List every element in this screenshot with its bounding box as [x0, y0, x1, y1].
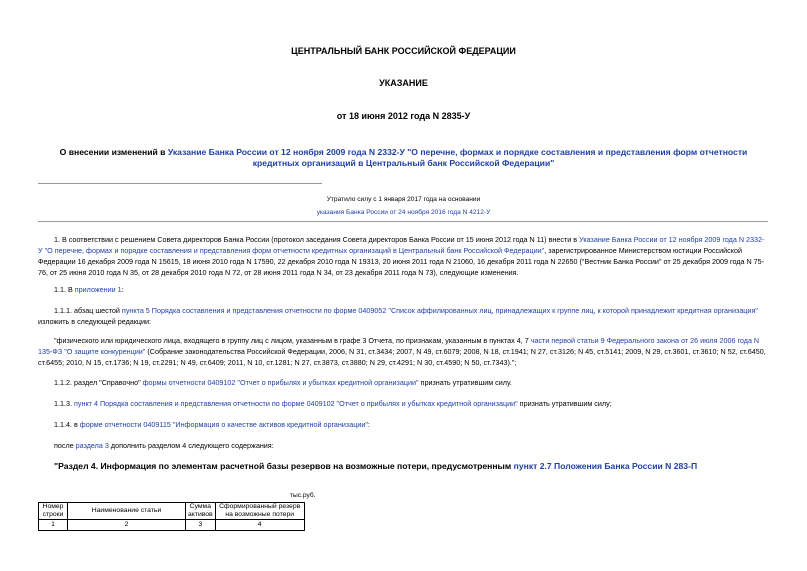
paragraph-1-1-3	[54, 398, 768, 409]
title-prefix: О внесении изменений в	[59, 147, 168, 157]
quoted-text	[38, 335, 768, 368]
link-section-3[interactable]: раздела 3	[75, 441, 109, 450]
link-law-135fz[interactable]: части первой статьи 9 Федерального закона от 26 июля 2006 года N 135-ФЗ "О защите конкуренции"	[38, 336, 760, 356]
text: 1.1.2. раздел "Справочно"	[54, 378, 143, 387]
text: 1.1.3.	[54, 399, 74, 408]
header-cell: Сумма активов	[186, 503, 216, 520]
link-appendix-1[interactable]: приложении 1	[74, 285, 122, 294]
text: (Собрание законодательства Российской Федерации, 2006, N 31, ст.3434; 2007, N 49, ст.6079; 2008, N 18, ст.1941; N 27, ст.3126; N 45, ст.5141; 2009, N 29, ст.3601, ст.3610; N 52, ст.6450, ст.6455; 2010, N 15, ст.1736; N 19, ст.2291; N 49, ст.6409; 2011, N 10, ст.1281; N 27, ст.3873, ст.3880; N 29, ст.4291; N 30, ст.4590; N 50, ст.7343).";	[38, 347, 766, 367]
header-cell: Наименование статьи	[68, 503, 186, 520]
table-row	[39, 520, 305, 531]
link-2332u[interactable]: Указание Банка России от 12 ноября 2009 года N 2332-У "О перечне, формах и порядке составления и представления форм отчетности кредитных организаций в Центральный банк Российской Федерации"	[38, 235, 765, 255]
table-header-row	[39, 503, 305, 520]
document-date: от 18 июня 2012 года N 2835-У	[336, 111, 471, 121]
text: :	[121, 285, 124, 294]
org-name: ЦЕНТРАЛЬНЫЙ БАНК РОССИЙСКОЙ ФЕДЕРАЦИИ	[291, 46, 516, 56]
paragraph-1-1-2	[54, 377, 768, 388]
text: , зарегистрированное Министерством юстиции Российской Федерации 16 декабря 2009 года N 15615, 18 июня 2010 года N 17590, 22 декабря 2010 года N 19313, 20 июня 2011 года N 21060, 16 декабря 2011 года N 22650 ("Вестник Банка России" от 25 декабря 2009 года N 75-76, от 25 июня 2010 года N 35, от 28 декабря 2010 года N 72, от 28 июня 2011 года N 34, от 23 декабря 2011 года N 73), следующие изменения.	[38, 246, 765, 277]
text: 1.1.4. в	[54, 420, 80, 429]
document-type: УКАЗАНИЕ	[379, 78, 428, 88]
text: 1.1.1. абзац шестой	[54, 306, 122, 315]
link-form-0409115[interactable]: форме отчетности 0409115 "Информация о качестве активов кредитной организации"	[79, 420, 368, 429]
paragraph-after	[54, 440, 768, 451]
status-line: Утратило силу с 1 января 2017 года на основании	[326, 196, 481, 203]
table-cell: 4	[215, 520, 304, 531]
text: "физического или юридического лица, входящего в группу лиц с лицом, указанным в графе 3 Отчета, по признакам, указанным в пунктах 4, 7	[54, 336, 531, 345]
table-unit: тыс.руб.	[290, 492, 316, 499]
text: "Раздел 4. Информация по элементам расчетной базы резервов на возможные потери, предусмотренным	[54, 461, 514, 471]
text: изложить в следующей редакции:	[38, 317, 152, 326]
section-heading	[54, 460, 784, 472]
text: 1.1. В	[54, 285, 75, 294]
link-point-4[interactable]: пункт 4 Порядка составления и представления отчетности по форме 0409102 "Отчет о прибылях и убытках кредитной организации"	[73, 399, 518, 408]
text: 1. В соответствии с решением Совета директоров Банка России (протокол заседания Совета директоров Банка России от 15 июня 2012 года N 11) внести в	[54, 235, 580, 244]
link-form-0409102[interactable]: формы отчетности 0409102 "Отчет о прибылях и убытках кредитной организации"	[142, 378, 419, 387]
title-link[interactable]: Указание Банка России от 12 ноября 2009 года N 2332-У "О перечне, формах и порядке составления и представления форм отчетности кредитных организаций в Центральный банк Российской Федерации"	[167, 147, 748, 168]
divider	[38, 221, 768, 222]
status-note	[230, 193, 577, 219]
table-cell: 3	[186, 520, 216, 531]
header-cell: Номер строки	[39, 503, 68, 520]
header-cell: Сформированный резерв на возможные потери	[215, 503, 304, 520]
text: признать утратившим силу.	[418, 378, 512, 387]
text: признать утратившим силу;	[517, 399, 612, 408]
text: после	[54, 441, 76, 450]
document-title	[40, 147, 767, 169]
text: дополнить разделом 4 следующего содержания:	[108, 441, 274, 450]
table-cell: 1	[39, 520, 68, 531]
paragraph-1	[38, 234, 768, 278]
text: :	[367, 420, 370, 429]
link-form-0409052[interactable]: пункта 5 Порядка составления и представления отчетности по форме 0409052 "Список аффилированных лиц, принадлежащих к группе лиц, к которой принадлежит кредитная организация"	[121, 306, 758, 315]
data-table	[38, 502, 305, 531]
divider	[38, 183, 322, 184]
table-cell: 2	[68, 520, 186, 531]
link-283p[interactable]: пункт 2.7 Положения Банка России N 283-П	[513, 461, 698, 471]
paragraph-1-1-4	[54, 419, 768, 430]
paragraph-1-1	[54, 284, 768, 295]
status-link[interactable]: указания Банка России от 24 ноября 2016 года N 4212-У	[316, 209, 491, 216]
paragraph-1-1-1	[38, 305, 773, 327]
